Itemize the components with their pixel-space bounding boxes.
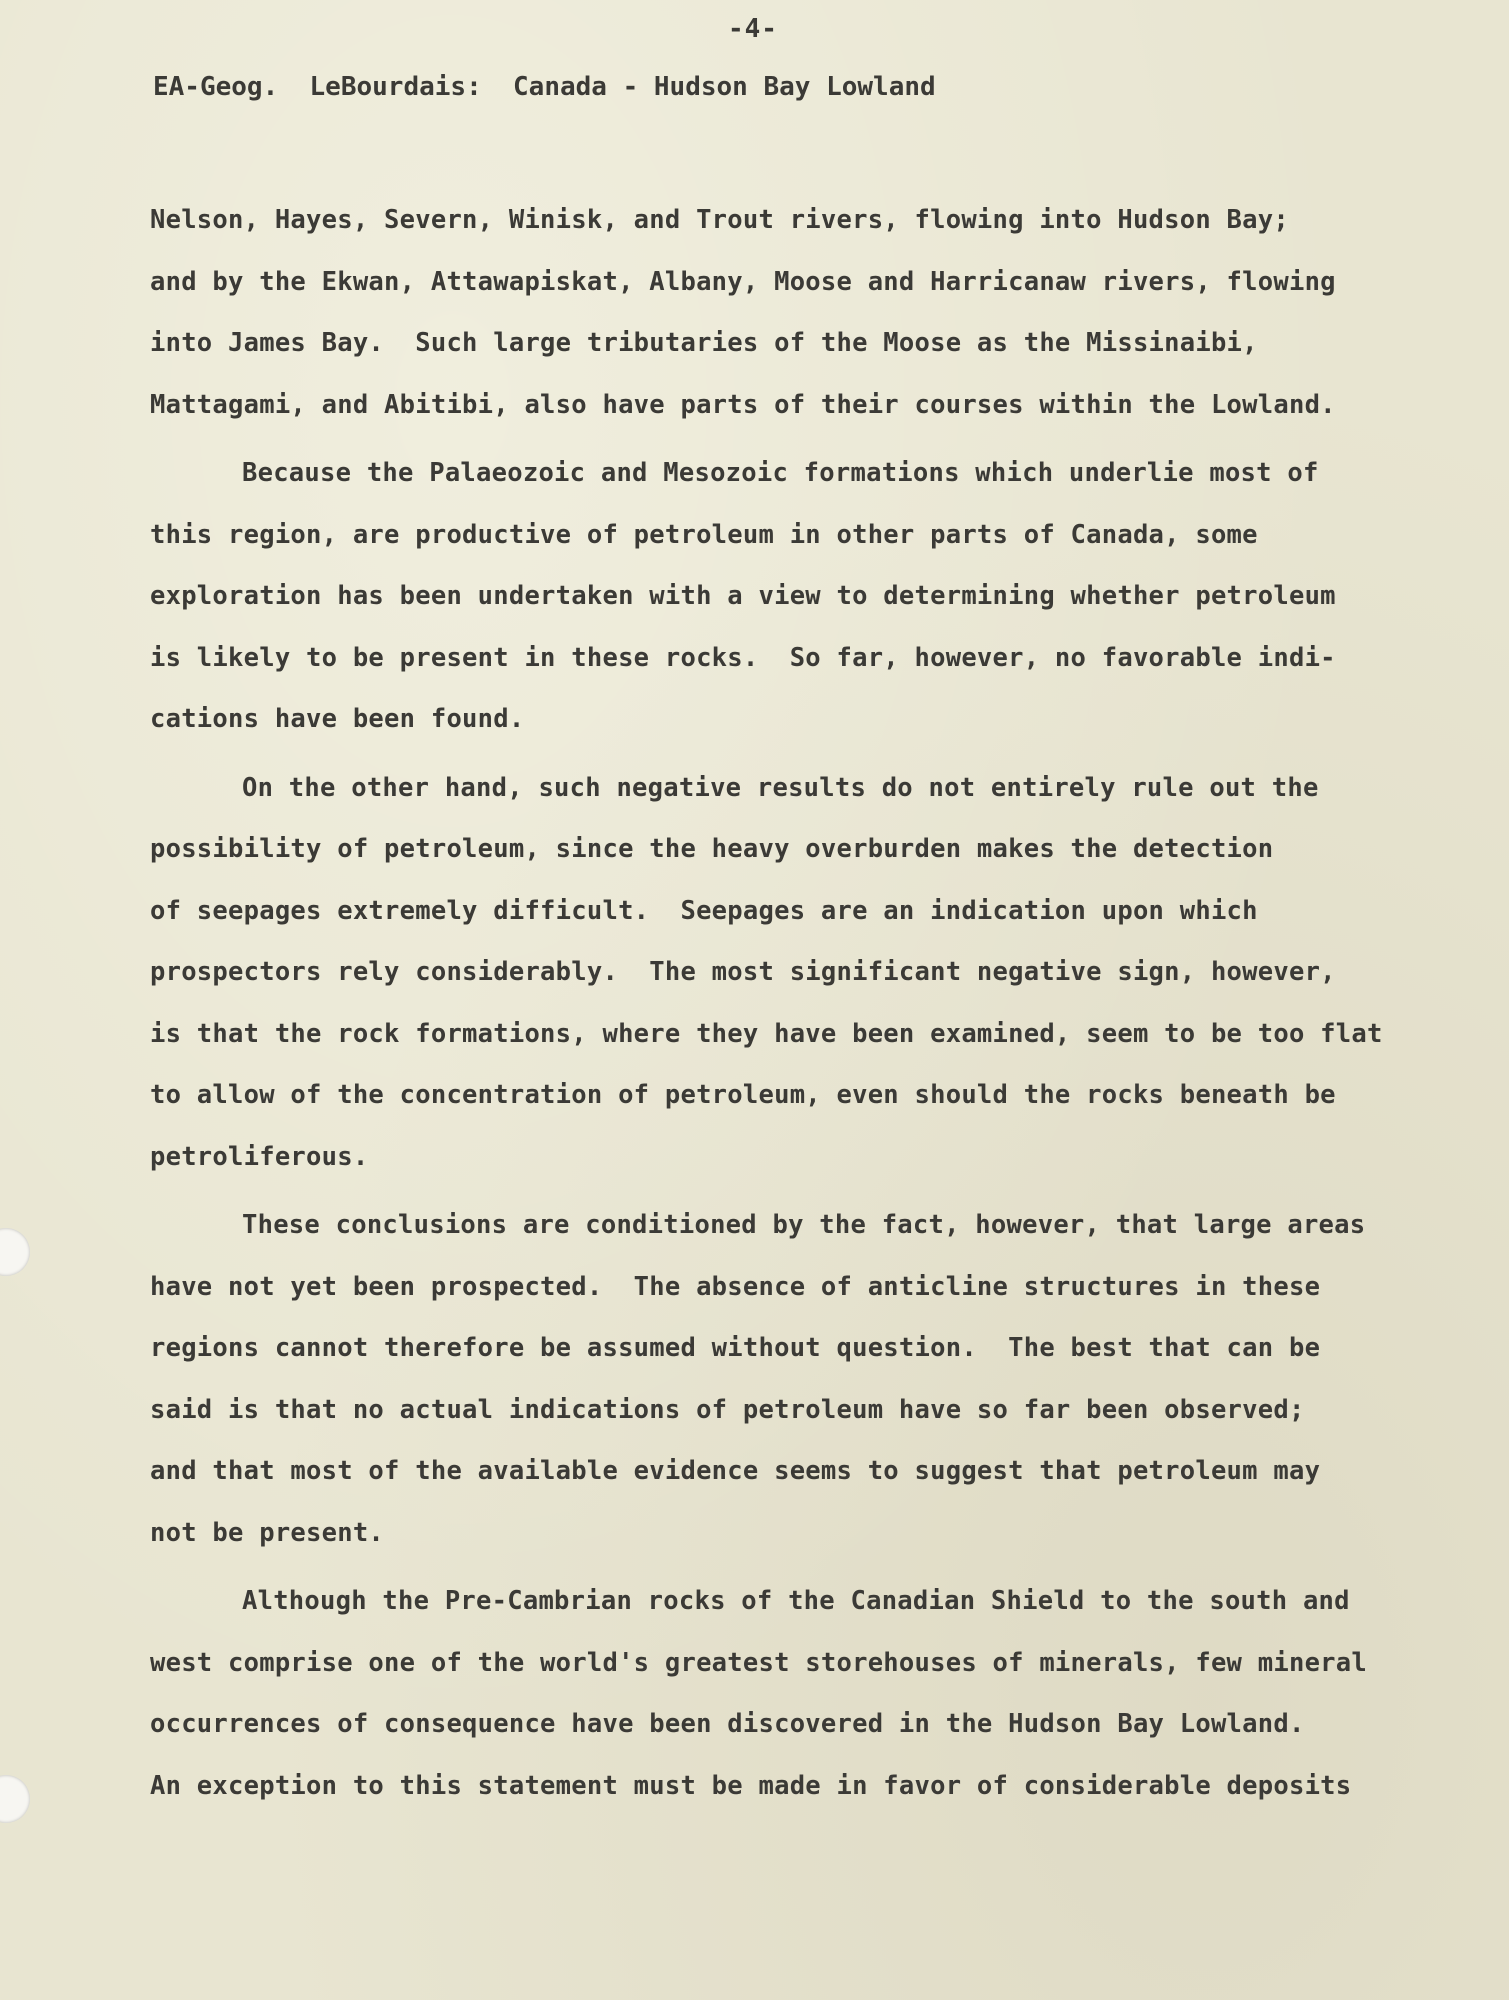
paragraph: [150, 443, 1380, 751]
page-number: -4-: [728, 14, 778, 44]
text-line: not be present.: [150, 1517, 385, 1548]
text-line: this region, are productive of petroleum in other parts of Canada, some: [150, 519, 1258, 550]
text-line: said is that no actual indications of petroleum have so far been observed;: [150, 1394, 1305, 1425]
paragraph: [150, 1571, 1380, 1817]
text-line: cations have been found.: [150, 704, 525, 734]
text-line: Nelson, Hayes, Severn, Winisk, and Trout rivers, flowing into Hudson Bay;: [150, 205, 1289, 235]
text-line: regions cannot therefore be assumed without question. The best that can be: [150, 1333, 1321, 1363]
punch-hole: [0, 1775, 30, 1823]
text-line: prospectors rely considerably. The most significant negative sign, however,: [150, 957, 1336, 987]
text-line: occurrences of consequence have been discovered in the Hudson Bay Lowland.: [150, 1709, 1305, 1739]
text-line: of seepages extremely difficult. Seepages are an indication upon which: [150, 895, 1258, 926]
document-body: [150, 190, 1383, 1824]
text-line: These conclusions are conditioned by the fact, however, that large areas: [242, 1210, 1366, 1240]
text-line: possibility of petroleum, since the heavy overburden makes the detection: [150, 834, 1274, 864]
text-line: and by the Ekwan, Attawapiskat, Albany, Moose and Harricanaw rivers, flowing: [150, 266, 1336, 297]
paragraph: [150, 758, 1383, 1189]
text-line: into James Bay. Such large tributaries of the Moose as the Missinaibi,: [150, 328, 1258, 358]
text-line: An exception to this statement must be made in favor of considerable deposits: [150, 1770, 1352, 1801]
paragraph: [150, 190, 1380, 436]
text-line: is that the rock formations, where they have been examined, seem to be too flat: [150, 1018, 1383, 1049]
text-line: Because the Palaeozoic and Mesozoic formations which underlie most of: [242, 458, 1319, 488]
document-header: EA-Geog. LeBourdais: Canada - Hudson Bay Lowland: [153, 72, 936, 102]
text-line: On the other hand, such negative results do not entirely rule out the: [242, 772, 1319, 803]
text-line: to allow of the concentration of petroleum, even should the rocks beneath be: [150, 1080, 1336, 1110]
text-line: petroliferous.: [150, 1141, 369, 1172]
text-line: is likely to be present in these rocks. So far, however, no favorable indi-: [150, 642, 1336, 673]
text-line: exploration has been undertaken with a view to determining whether petroleum: [150, 581, 1336, 611]
text-line: and that most of the available evidence seems to suggest that petroleum may: [150, 1456, 1321, 1486]
paragraph: [150, 1195, 1380, 1564]
text-line: have not yet been prospected. The absence of anticline structures in these: [150, 1271, 1321, 1302]
text-line: Mattagami, and Abitibi, also have parts of their courses within the Lowland.: [150, 389, 1336, 420]
text-line: west comprise one of the world's greatest storehouses of minerals, few mineral: [150, 1647, 1367, 1678]
text-line: Although the Pre-Cambrian rocks of the Canadian Shield to the south and: [242, 1586, 1350, 1616]
punch-hole: [0, 1228, 30, 1276]
